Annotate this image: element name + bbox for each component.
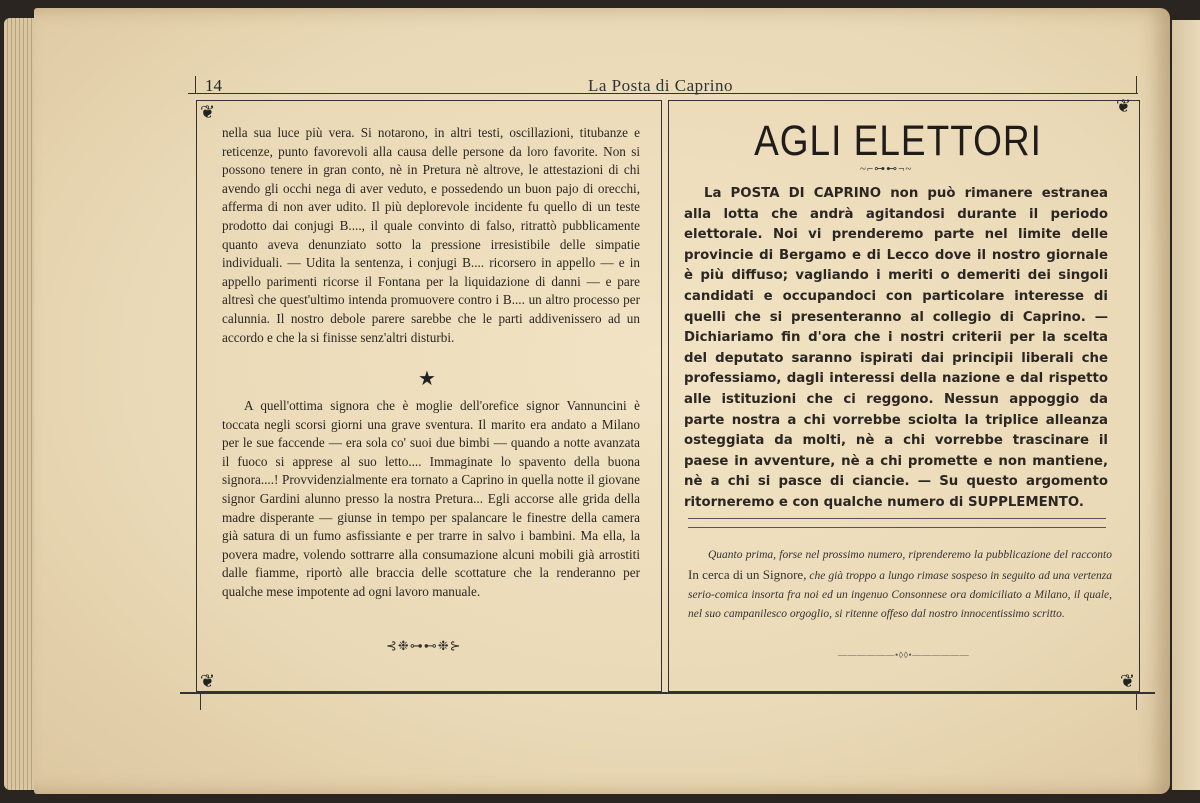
bottom-rule (180, 692, 1155, 694)
corner-ornament-icon: ❦ (200, 671, 216, 691)
header-tick-right (1136, 76, 1137, 94)
page-number: 14 (205, 76, 222, 95)
serial-notice (688, 546, 1112, 624)
article-title: AGLI ELETTORI (754, 116, 1042, 164)
notice-text: Quanto prima, forse nel prossimo numero, riprenderemo la pubblicazione del racconto (708, 549, 1112, 561)
flourish-icon: ⊰❉⊶⊷❉⊱ (386, 638, 462, 653)
paragraph (688, 546, 1112, 624)
left-article-continued (222, 124, 640, 347)
paragraph: nella sua luce più vera. Si notarono, in altri testi, oscillazioni, titubanze e reticenze, punto favorevoli alla causa delle persone da loro favorite. Non si possono tenere in gran conto, nè in Pretura nè altrove, le attestazioni di chi avendo gli occhi nega di aver veduto, e possedendo un buon pajo di orecchi, afferma di non aver udito. Il più deplorevole incidente fu quello di un teste prodotto dai conjugi B...., il quale convinto di falso, ritrattò pubblicamente quanto aveva denunziato sotto la pressione irresistibile delle simpatie individuali. — Udita la sentenza, i conjugi B.... ricorsero in appello — e in appello parimenti ricorse il Fontana per la liquidazione di danni — e pare altresì che quest'ultimo intenda promuovere contro i B.... un altro processo per calunnia. Il nostro debole parere sarebbe che le parti addivenissero ad un accordo e che la si finisse senz'altri disturbi. (222, 125, 640, 345)
paragraph: A quell'ottima signora che è moglie dell'orefice signor Vannuncini è toccata negli scorsi giorni una grave sventura. Il marito era andato a Milano per le sue faccende — era sola co' suoi due bimbi — quando a notte avanzata il fuoco si apprese al suo letto.... Immaginate lo spavento della buona signora....! Provvidenzialmente era tornato a Caprino in quella notte il giovane signor Gardini alunno presso la nostra Pretura... Egli accorse alle grida della madre disperante — giunse in tempo per spalancare le finestre della camera già satura di un fumo asfissiante e per trarre in salvo i bambini. Ma ella, la povera madre, volendo sottrarre alla consumazione alcuni mobili già arrostiti dalle fiamme, riportò alle braccia delle scottature che la renderanno per qualche mese impotente ad ogni lavoro manuale. (222, 398, 640, 599)
star-icon: ★ (418, 368, 436, 390)
corner-ornament-icon: ❦ (1120, 671, 1136, 691)
running-title: La Posta di Caprino (588, 76, 734, 95)
bottom-tick-right (1136, 692, 1137, 710)
separator-rule (688, 518, 1106, 519)
corner-ornament-icon: ❦ (200, 102, 216, 122)
separator-rule (688, 527, 1106, 528)
small-rule-icon: ——————•◊◊•—————— (838, 650, 970, 660)
serial-title: In cerca di un Signore, (688, 567, 807, 582)
corner-ornament-icon: ❦ (1116, 96, 1132, 116)
notice-text: che già troppo a lungo rimase sospeso in seguito ad una vertenza serio-comica insorta fra noi ed un ingenuo Consonnese ora domiciliato a Milano, il quale, nel suo campanilesco orgoglio, si ritenne offeso dal nostro innocentissimo scritto. (688, 570, 1112, 620)
bottom-tick-left (200, 692, 201, 710)
next-page-edge (1172, 20, 1200, 790)
title-ornament-icon: ~⌐⊶⊷¬~ (860, 163, 913, 175)
paragraph: La POSTA DI CAPRINO non può rimanere estranea alla lotta che andrà agitandosi durante il periodo elettorale. Noi vi prenderemo parte nel limite delle provincie di Bergamo e di Lecco dove il nostro giornale è più diffuso; vagliando i meriti o demeriti dei singoli candidati e occupandoci con particolare interesse di quelli che si presenteranno al collegio di Caprino. — Dichiariamo fin d'ora che i nostri criterii per la scelta del deputato saranno ispirati dai principii liberali che professiamo, dagli interessi della nazione e dal rispetto alle istituzioni che ci reggono. Nessun appoggio da parte nostra a chi vorrebbe sciolta la triplice alleanza osteggiata da molti, nè a chi vorrebbe trascinare il paese in avventure, nè a chi promette e non mantiene, nè a chi si pasce di ciancie. — Su questo argomento ritorneremo e con qualche numero di SUPPLEMENTO. (684, 186, 1108, 510)
header-tick-left (195, 76, 196, 94)
left-article-fire (222, 397, 640, 602)
electors-article (684, 184, 1108, 514)
